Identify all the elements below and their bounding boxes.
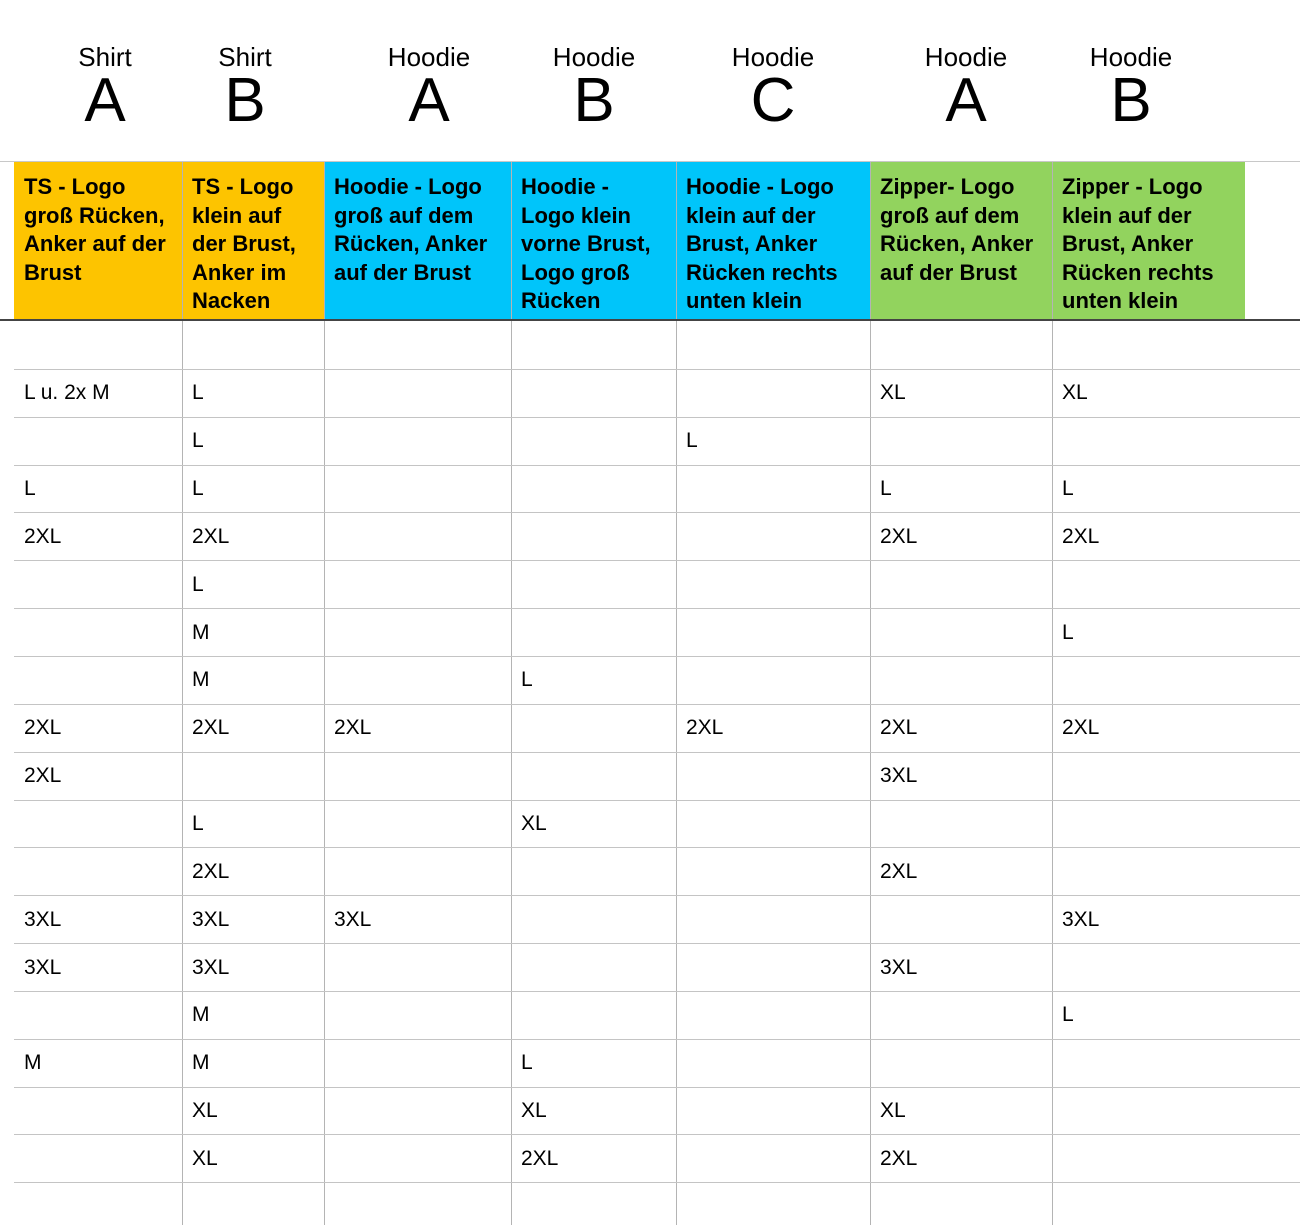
column-label (1041, 42, 1221, 135)
table-cell: XL (521, 812, 547, 835)
table-cell: 2XL (192, 859, 230, 883)
table-cell: 2XL (24, 524, 62, 548)
table-cell: M (192, 668, 210, 692)
row-divider (14, 560, 1300, 561)
column-label-letter: A (408, 66, 450, 135)
table-cell: 3XL (192, 955, 230, 979)
column-label (876, 42, 1056, 135)
column-label-word: Hoodie (387, 42, 471, 72)
table-cell: 3XL (24, 907, 62, 931)
table-cell: L (192, 572, 204, 596)
table-cell: 2XL (880, 1146, 918, 1170)
table-cell: XL (192, 1146, 218, 1170)
column-label-word: Hoodie (924, 42, 1008, 72)
table-cell: L u. 2x M (24, 381, 110, 405)
table-cell: 2XL (880, 716, 918, 740)
table-cell: M (192, 620, 210, 644)
table-cell: 3XL (334, 907, 372, 931)
column-header: TS - Logo groß Rücken, Anker auf der Brust (14, 162, 182, 319)
column-label-word: Shirt (78, 42, 132, 72)
column-label (339, 42, 519, 135)
table-cell: XL (1062, 381, 1088, 405)
column-header: Hoodie - Logo klein auf der Brust, Anker Rücken rechts unten klein (676, 162, 870, 319)
column-label-word: Hoodie (731, 42, 815, 72)
table-cell: XL (192, 1099, 218, 1123)
table-cell: L (521, 668, 533, 692)
column-label-letter: B (573, 66, 615, 135)
table-cell: 2XL (521, 1146, 559, 1170)
table-cell: 2XL (334, 716, 372, 740)
table-cell: 2XL (192, 716, 230, 740)
column-divider (676, 162, 677, 1225)
column-label-letter: B (1110, 66, 1152, 135)
table-cell: L (1062, 620, 1074, 644)
column-label-letter: A (945, 66, 987, 135)
table-cell: L (192, 429, 204, 453)
row-divider (14, 800, 1300, 801)
column-label-word: Shirt (218, 42, 272, 72)
table-cell: L (192, 812, 204, 835)
row-divider (14, 752, 1300, 753)
table-cell: XL (521, 1099, 547, 1123)
column-divider (1052, 162, 1053, 1225)
column-label-letter: B (224, 66, 266, 135)
column-labels (0, 0, 1300, 162)
column-label (683, 42, 863, 135)
table-cell: M (192, 1003, 210, 1027)
table-cell: M (192, 1051, 210, 1075)
column-header: Zipper- Logo groß auf dem Rücken, Anker auf der Brust (870, 162, 1052, 319)
table-cell: L (1062, 1003, 1074, 1027)
column-label (504, 42, 684, 135)
column-divider (870, 162, 871, 1225)
table-cell: L (521, 1051, 533, 1075)
table-cell: 2XL (880, 524, 918, 548)
row-divider (14, 369, 1300, 370)
column-label-word: Hoodie (1089, 42, 1173, 72)
table-cell: L (880, 477, 892, 501)
table-cell: 2XL (686, 716, 724, 740)
column-label-word: Hoodie (552, 42, 636, 72)
column-label-letter: A (84, 66, 126, 135)
column-header: Hoodie - Logo klein vorne Brust, Logo groß Rücken (511, 162, 676, 319)
table-cell: 3XL (192, 907, 230, 931)
table-cell: 2XL (192, 524, 230, 548)
row-divider (14, 417, 1300, 418)
table-cell: 2XL (1062, 716, 1100, 740)
table-cell: L (192, 381, 204, 405)
column-header: Hoodie - Logo groß auf dem Rücken, Anker auf der Brust (324, 162, 511, 319)
table-cell: M (24, 1051, 42, 1075)
header-divider (0, 319, 1300, 321)
table-cell: 2XL (24, 716, 62, 740)
table-cell: 2XL (1062, 524, 1100, 548)
table-cell: XL (880, 381, 906, 405)
column-divider (511, 162, 512, 1225)
table-cell: L (192, 477, 204, 501)
column-header: TS - Logo klein auf der Brust, Anker im Nacken (182, 162, 324, 319)
column-label-letter: C (750, 66, 796, 135)
table-cell: 3XL (880, 764, 918, 788)
row-divider (14, 465, 1300, 466)
table-cell: 3XL (880, 955, 918, 979)
column-header: Zipper - Logo klein auf der Brust, Anker Rücken rechts unten klein (1052, 162, 1245, 319)
column-divider (324, 162, 325, 1225)
table-cell: 2XL (880, 859, 918, 883)
table-cell: L (686, 429, 698, 453)
table-cell: XL (880, 1099, 906, 1123)
row-divider (14, 1182, 1300, 1183)
table-cell: 3XL (24, 955, 62, 979)
column-label (155, 42, 335, 135)
table-cell: L (24, 477, 36, 501)
table-cell: L (1062, 477, 1074, 501)
column-divider (182, 162, 183, 1225)
table-cell: 3XL (1062, 907, 1100, 931)
table-cell: 2XL (24, 764, 62, 788)
